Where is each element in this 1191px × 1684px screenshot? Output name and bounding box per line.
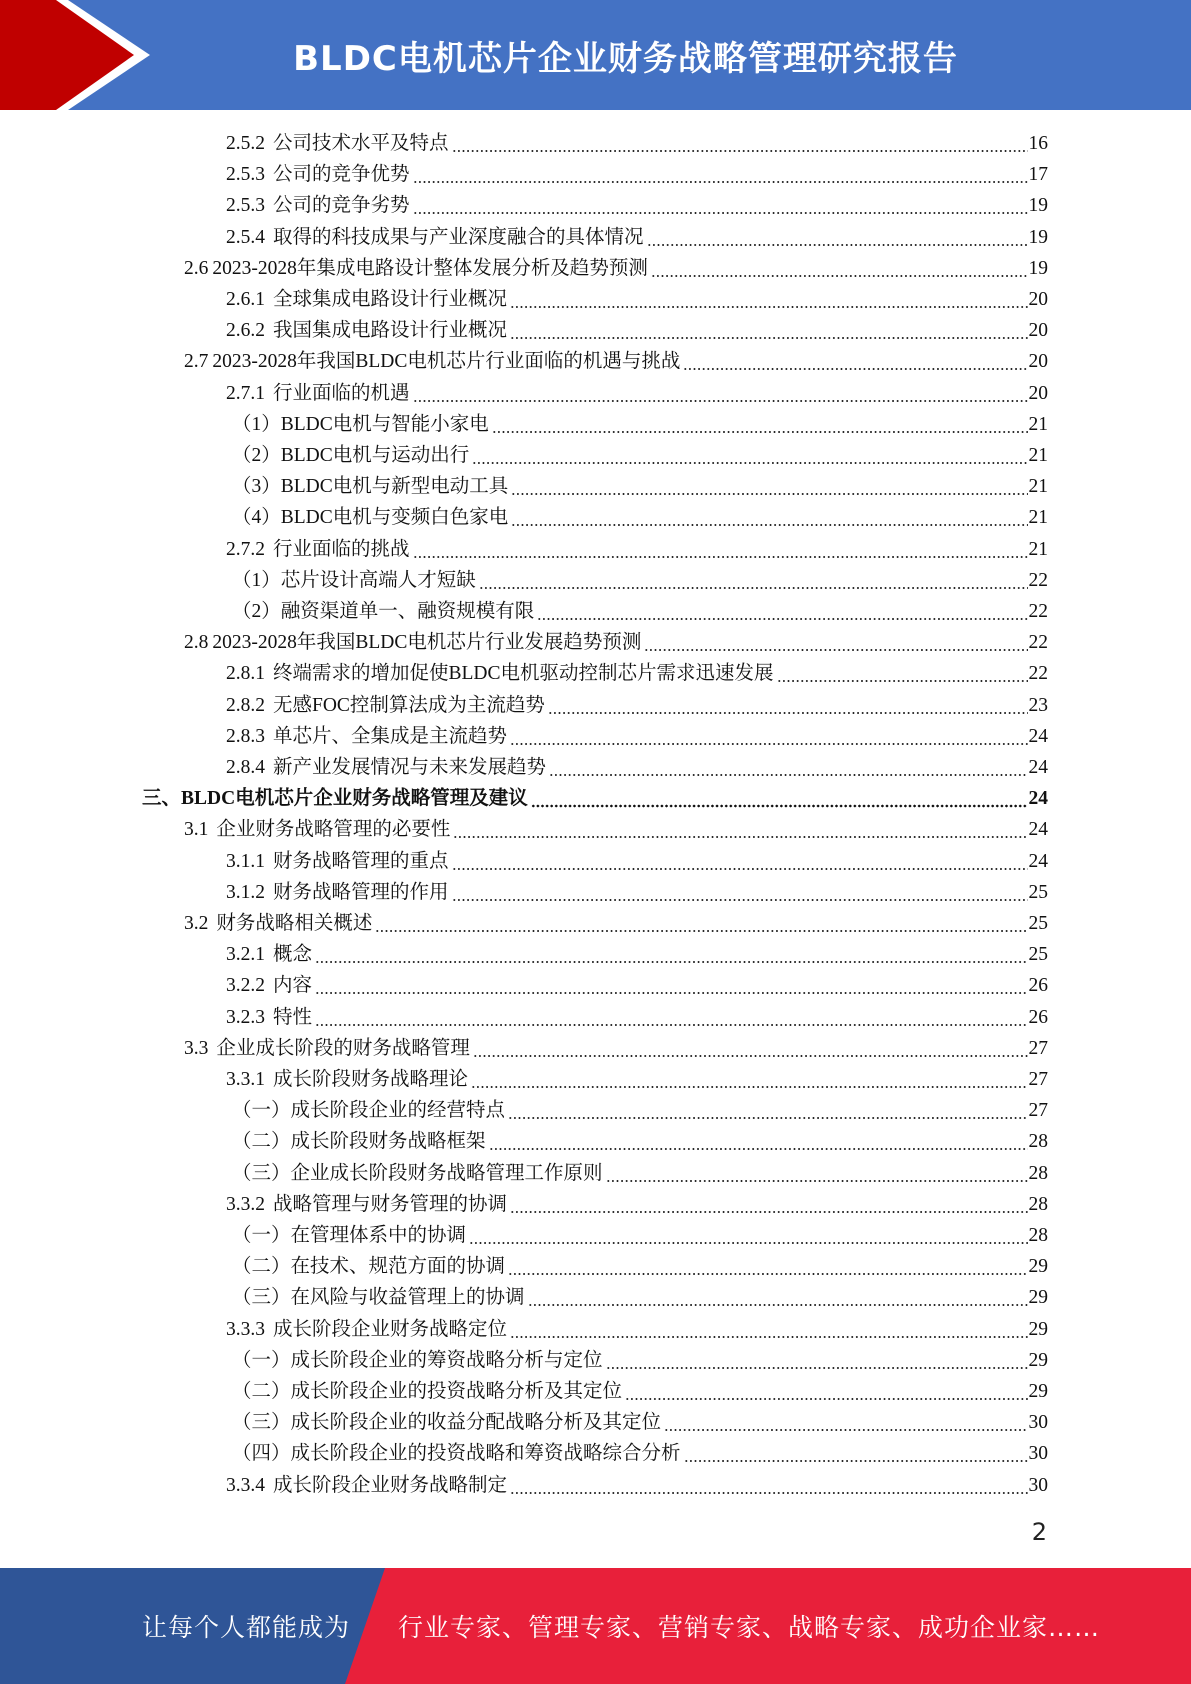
toc-dot-leader <box>684 1438 1028 1469</box>
toc-entry-page: 28 <box>1028 1193 1048 1215</box>
toc-entry-title: 成长阶段企业的收益分配战略分析及其定位 <box>290 1412 662 1434</box>
toc-dot-leader <box>511 502 1027 533</box>
toc-entry-number: 2.8 <box>184 632 209 654</box>
toc-entry-page: 28 <box>1028 1131 1048 1153</box>
toc-entry-number: 2.7 <box>184 351 209 373</box>
toc-entry-title: 成长阶段企业的投资战略和筹资战略综合分析 <box>290 1443 681 1465</box>
toc-entry-page: 27 <box>1028 1037 1048 1059</box>
toc-entry[interactable] <box>226 752 1048 783</box>
toc-entry-title: 成长阶段企业的投资战略分析及其定位 <box>290 1381 623 1402</box>
toc-dot-leader <box>510 1470 1027 1501</box>
toc-entry-page: 21 <box>1028 445 1048 466</box>
toc-entry-title: 公司技术水平及特点 <box>273 133 449 154</box>
toc-entry[interactable] <box>232 1282 1048 1313</box>
toc-dot-leader <box>510 721 1027 752</box>
toc-entry-title: 财务战略管理的重点 <box>273 850 449 872</box>
toc-dot-leader <box>452 846 1028 877</box>
toc-dot-leader <box>510 1189 1027 1220</box>
toc-entry-number: （三） <box>232 1412 291 1434</box>
toc-entry-page: 21 <box>1028 507 1048 529</box>
toc-entry[interactable] <box>232 440 1048 471</box>
toc-dot-leader <box>644 627 1027 658</box>
toc-entry-title: 成长阶段企业的经营特点 <box>290 1100 506 1122</box>
toc-entry-page: 17 <box>1028 164 1048 186</box>
toc-entry-number: 3.2.2 <box>226 975 265 997</box>
toc-entry-number: 3.1 <box>184 819 209 841</box>
toc-dot-leader <box>777 658 1028 689</box>
toc-entry-number: （一） <box>232 1100 291 1122</box>
toc-entry-title: 在技术、规范方面的协调 <box>290 1256 506 1278</box>
toc-entry-title: 特性 <box>273 1006 313 1028</box>
toc-entry-title: 成长阶段财务战略理论 <box>273 1069 469 1090</box>
toc-dot-leader <box>473 1033 1028 1064</box>
toc-entry[interactable] <box>226 159 1048 190</box>
toc-dot-leader <box>508 1095 1027 1126</box>
footer-slogan-left: 让每个人都能成为 <box>142 1613 351 1642</box>
toc-entry[interactable] <box>232 502 1048 533</box>
toc-entry-number: 2.6 <box>184 257 209 279</box>
toc-entry-title: BLDC电机与智能小家电 <box>280 413 489 435</box>
toc-dot-leader <box>453 814 1027 845</box>
toc-entry-title: 我国集成电路设计行业概况 <box>273 320 508 342</box>
toc-entry-page: 21 <box>1028 413 1048 435</box>
toc-entry[interactable] <box>232 1251 1048 1282</box>
toc-dot-leader <box>549 752 1027 783</box>
toc-entry-title: 成长阶段企业财务战略定位 <box>273 1318 508 1340</box>
toc-entry-page: 29 <box>1028 1256 1048 1278</box>
toc-entry-number: （1） <box>232 413 281 435</box>
toc-dot-leader <box>664 1407 1027 1438</box>
toc-entry-number: 3.2.3 <box>226 1006 265 1028</box>
toc-entry-page: 24 <box>1028 757 1048 778</box>
toc-dot-leader <box>510 284 1027 315</box>
toc-entry-page: 19 <box>1028 257 1048 279</box>
toc-entry[interactable] <box>226 970 1048 1001</box>
toc-entry-number: 3.2.1 <box>226 944 265 966</box>
toc-dot-leader <box>531 783 1028 814</box>
toc-entry[interactable] <box>184 1033 1048 1064</box>
toc-entry-title: BLDC电机与变频白色家电 <box>280 507 509 529</box>
toc-entry-page: 28 <box>1028 1225 1048 1246</box>
toc-entry-page: 30 <box>1028 1412 1048 1434</box>
toc-entry-page: 16 <box>1028 133 1048 154</box>
toc-entry-title: 行业面临的机遇 <box>273 382 410 404</box>
toc-entry-page: 19 <box>1028 226 1048 248</box>
toc-entry-page: 24 <box>1028 850 1048 872</box>
toc-entry[interactable] <box>142 783 1048 814</box>
toc-entry-title: BLDC电机与新型电动工具 <box>280 476 509 498</box>
toc-dot-leader <box>471 1064 1027 1095</box>
toc-dot-leader <box>510 315 1027 346</box>
toc-entry-number: 2.8.3 <box>226 725 265 747</box>
toc-entry-title: 2023-2028年集成电路设计整体发展分析及趋势预测 <box>212 257 648 279</box>
toc-dot-leader <box>375 908 1027 939</box>
toc-entry-page: 19 <box>1028 195 1048 217</box>
toc-dot-leader <box>315 970 1027 1001</box>
toc-entry-page: 20 <box>1028 289 1048 310</box>
toc-entry-number: （1） <box>232 569 281 591</box>
toc-dot-leader <box>548 690 1028 721</box>
toc-entry-page: 22 <box>1028 569 1048 591</box>
toc-entry-page: 25 <box>1028 913 1048 934</box>
toc-entry-title: 公司的竞争优势 <box>273 164 410 186</box>
toc-entry[interactable] <box>226 534 1048 565</box>
toc-entry-number: 三、 <box>142 788 182 810</box>
toc-dot-leader <box>683 346 1027 377</box>
toc-dot-leader <box>492 409 1028 440</box>
toc-entry[interactable] <box>232 565 1048 596</box>
toc-entry-title: 终端需求的增加促使BLDC电机驱动控制芯片需求迅速发展 <box>273 663 774 685</box>
toc-entry[interactable] <box>232 1376 1048 1407</box>
toc-entry-number: （2） <box>232 445 281 466</box>
toc-entry-title: 财务战略管理的作用 <box>273 881 449 903</box>
toc-entry-title: 内容 <box>273 975 313 997</box>
toc-entry-number: 2.8.2 <box>226 694 265 716</box>
toc-entry[interactable] <box>232 1220 1048 1251</box>
toc-entry[interactable] <box>232 1126 1048 1157</box>
toc-entry-title: 无感FOC控制算法成为主流趋势 <box>273 694 545 716</box>
toc-entry[interactable] <box>226 1002 1048 1033</box>
toc-dot-leader <box>472 440 1027 471</box>
toc-entry-number: 2.6.2 <box>226 320 265 342</box>
toc-entry-number: 2.8.4 <box>226 757 265 778</box>
toc-entry-page: 29 <box>1028 1349 1048 1371</box>
toc-entry-number: （二） <box>232 1381 291 1402</box>
toc-entry[interactable] <box>232 409 1048 440</box>
toc-dot-leader <box>469 1220 1027 1251</box>
toc-dot-leader <box>606 1158 1028 1189</box>
toc-entry-page: 25 <box>1028 881 1048 903</box>
toc-entry-number: （3） <box>232 476 281 498</box>
toc-entry[interactable] <box>226 1314 1048 1345</box>
toc-entry-number: 2.7.1 <box>226 382 265 404</box>
toc-dot-leader <box>413 159 1028 190</box>
toc-entry-title: 财务战略相关概述 <box>216 913 373 934</box>
toc-dot-leader <box>452 877 1028 908</box>
toc-entry[interactable] <box>232 1407 1048 1438</box>
toc-entry-title: 在风险与收益管理上的协调 <box>290 1287 525 1309</box>
toc-entry-title: 新产业发展情况与未来发展趋势 <box>273 757 547 778</box>
toc-dot-leader <box>315 1002 1027 1033</box>
toc-entry-number: 3.3.1 <box>226 1069 265 1090</box>
toc-entry-title: 战略管理与财务管理的协调 <box>273 1193 508 1215</box>
toc-dot-leader <box>537 596 1027 627</box>
toc-entry-number: 3.1.1 <box>226 850 265 872</box>
toc-entry[interactable] <box>184 253 1048 284</box>
toc-entry[interactable] <box>232 1095 1048 1126</box>
toc-entry-number: 2.8.1 <box>226 663 265 685</box>
toc-entry-title: 2023-2028年我国BLDC电机芯片行业发展趋势预测 <box>212 632 642 654</box>
toc-entry[interactable] <box>232 1158 1048 1189</box>
toc-entry[interactable] <box>226 1064 1048 1095</box>
toc-entry[interactable] <box>226 1189 1048 1220</box>
toc-entry-page: 23 <box>1028 694 1048 716</box>
toc-entry[interactable] <box>226 877 1048 908</box>
toc-entry-number: 2.5.4 <box>226 226 265 248</box>
toc-entry-title: 成长阶段企业财务战略制定 <box>273 1474 508 1496</box>
report-title: BLDC电机芯片企业财务战略管理研究报告 <box>293 38 958 79</box>
toc-entry[interactable] <box>232 596 1048 627</box>
toc-entry-page: 24 <box>1028 725 1048 747</box>
toc-dot-leader <box>452 128 1028 159</box>
toc-entry[interactable] <box>232 1345 1048 1376</box>
toc-entry[interactable] <box>226 378 1048 409</box>
toc-entry-title: 芯片设计高端人才短缺 <box>280 569 476 591</box>
toc-dot-leader <box>413 190 1028 221</box>
toc-entry-title: 成长阶段企业的筹资战略分析与定位 <box>290 1349 603 1371</box>
toc-entry-number: （2） <box>232 601 281 622</box>
toc-entry-number: 2.5.2 <box>226 133 265 154</box>
toc-entry[interactable] <box>226 721 1048 752</box>
toc-entry-number: 2.6.1 <box>226 289 265 310</box>
toc-entry[interactable] <box>226 284 1048 315</box>
toc-entry-page: 21 <box>1028 476 1048 498</box>
toc-entry-number: 3.3.4 <box>226 1474 265 1496</box>
toc-dot-leader <box>606 1345 1028 1376</box>
toc-entry-number: 3.3.3 <box>226 1318 265 1340</box>
toc-entry[interactable] <box>226 222 1048 253</box>
toc-entry-page: 20 <box>1028 382 1048 404</box>
toc-entry-title: 在管理体系中的协调 <box>290 1225 467 1246</box>
toc-entry-title: 企业财务战略管理的必要性 <box>216 819 451 841</box>
toc-entry[interactable] <box>226 315 1048 346</box>
toc-entry-title: 单芯片、全集成是主流趋势 <box>273 725 508 747</box>
toc-entry-page: 30 <box>1028 1443 1048 1465</box>
toc-entry-page: 22 <box>1028 663 1048 685</box>
toc-dot-leader <box>489 1126 1028 1157</box>
toc-entry[interactable] <box>184 627 1048 658</box>
toc-entry[interactable] <box>226 690 1048 721</box>
toc-entry-page: 24 <box>1028 819 1048 841</box>
toc-entry-page: 20 <box>1028 351 1048 373</box>
toc-dot-leader <box>315 939 1027 970</box>
toc-entry-title: 企业成长阶段财务战略管理工作原则 <box>290 1162 603 1184</box>
footer-slogan-right: 行业专家、管理专家、营销专家、战略专家、成功企业家…… <box>398 1613 1101 1642</box>
toc-entry[interactable] <box>226 939 1048 970</box>
page-number: 2 <box>1031 1518 1047 1546</box>
toc-entry-number: （四） <box>232 1443 291 1465</box>
toc-entry-title: 全球集成电路设计行业概况 <box>273 289 508 310</box>
footer-banner <box>0 1568 1191 1684</box>
toc-entry-number: （三） <box>232 1162 291 1184</box>
toc-entry-number: 2.7.2 <box>226 538 265 560</box>
toc-entry-page: 26 <box>1028 975 1048 997</box>
toc-entry-number: 3.3.2 <box>226 1193 265 1215</box>
toc-dot-leader <box>651 253 1028 284</box>
toc-entry-title: 2023-2028年我国BLDC电机芯片行业面临的机遇与挑战 <box>212 351 681 373</box>
toc-entry[interactable] <box>232 471 1048 502</box>
toc-entry[interactable] <box>226 846 1048 877</box>
toc-entry-title: 概念 <box>273 944 313 966</box>
toc-dot-leader <box>508 1251 1027 1282</box>
toc-entry-page: 29 <box>1028 1287 1048 1309</box>
toc-entry[interactable] <box>184 814 1048 845</box>
toc-entry-page: 22 <box>1028 601 1048 622</box>
toc-entry-title: 行业面临的挑战 <box>273 538 410 560</box>
toc-entry-page: 27 <box>1028 1069 1048 1090</box>
toc-entry-number: （二） <box>232 1256 291 1278</box>
toc-entry[interactable] <box>232 1438 1048 1469</box>
toc-entry[interactable] <box>226 658 1048 689</box>
toc-entry-title: 取得的科技成果与产业深度融合的具体情况 <box>273 226 644 248</box>
toc-entry-page: 21 <box>1028 538 1048 560</box>
toc-entry-title: 企业成长阶段的财务战略管理 <box>216 1037 470 1059</box>
toc-entry-title: 公司的竞争劣势 <box>273 195 410 217</box>
toc-entry-page: 26 <box>1028 1006 1048 1028</box>
toc-entry-number: （一） <box>232 1349 291 1371</box>
toc-entry-number: （三） <box>232 1287 291 1309</box>
toc-entry-title: 融资渠道单一、融资规模有限 <box>280 601 535 622</box>
toc-entry-title: BLDC电机芯片企业财务战略管理及建议 <box>181 788 528 810</box>
toc-dot-leader <box>511 471 1027 502</box>
toc-entry-page: 20 <box>1028 320 1048 342</box>
toc-entry-number: （二） <box>232 1131 291 1153</box>
header-banner <box>0 0 1191 110</box>
toc-entry-page: 25 <box>1028 944 1048 966</box>
toc-entry-page: 27 <box>1028 1100 1048 1122</box>
toc-entry[interactable] <box>184 908 1048 939</box>
toc-entry[interactable] <box>184 346 1048 377</box>
toc-entry-title: BLDC电机与运动出行 <box>280 445 470 466</box>
toc-entry-number: 3.3 <box>184 1037 209 1059</box>
toc-dot-leader <box>413 534 1028 565</box>
toc-entry[interactable] <box>226 1470 1048 1501</box>
toc-entry-page: 29 <box>1028 1318 1048 1340</box>
toc-entry-title: 成长阶段财务战略框架 <box>290 1131 486 1153</box>
toc-entry-page: 28 <box>1028 1162 1048 1184</box>
toc-dot-leader <box>647 222 1028 253</box>
toc-dot-leader <box>625 1376 1027 1407</box>
toc-entry-number: （4） <box>232 507 281 529</box>
toc-entry-page: 24 <box>1028 788 1048 810</box>
toc-entry-number: 3.1.2 <box>226 881 265 903</box>
toc-dot-leader <box>528 1282 1028 1313</box>
toc-dot-leader <box>479 565 1028 596</box>
toc-entry-page: 22 <box>1028 632 1048 654</box>
toc-entry[interactable] <box>226 190 1048 221</box>
toc-entry-page: 30 <box>1028 1474 1048 1496</box>
toc-entry-number: 2.5.3 <box>226 164 265 186</box>
toc-entry-number: 2.5.3 <box>226 195 265 217</box>
toc-entry-number: （一） <box>232 1225 291 1246</box>
toc-dot-leader <box>510 1314 1027 1345</box>
toc-entry-number: 3.2 <box>184 913 209 934</box>
toc-dot-leader <box>413 378 1028 409</box>
toc-entry[interactable] <box>226 128 1048 159</box>
toc-entry-page: 29 <box>1028 1381 1048 1402</box>
